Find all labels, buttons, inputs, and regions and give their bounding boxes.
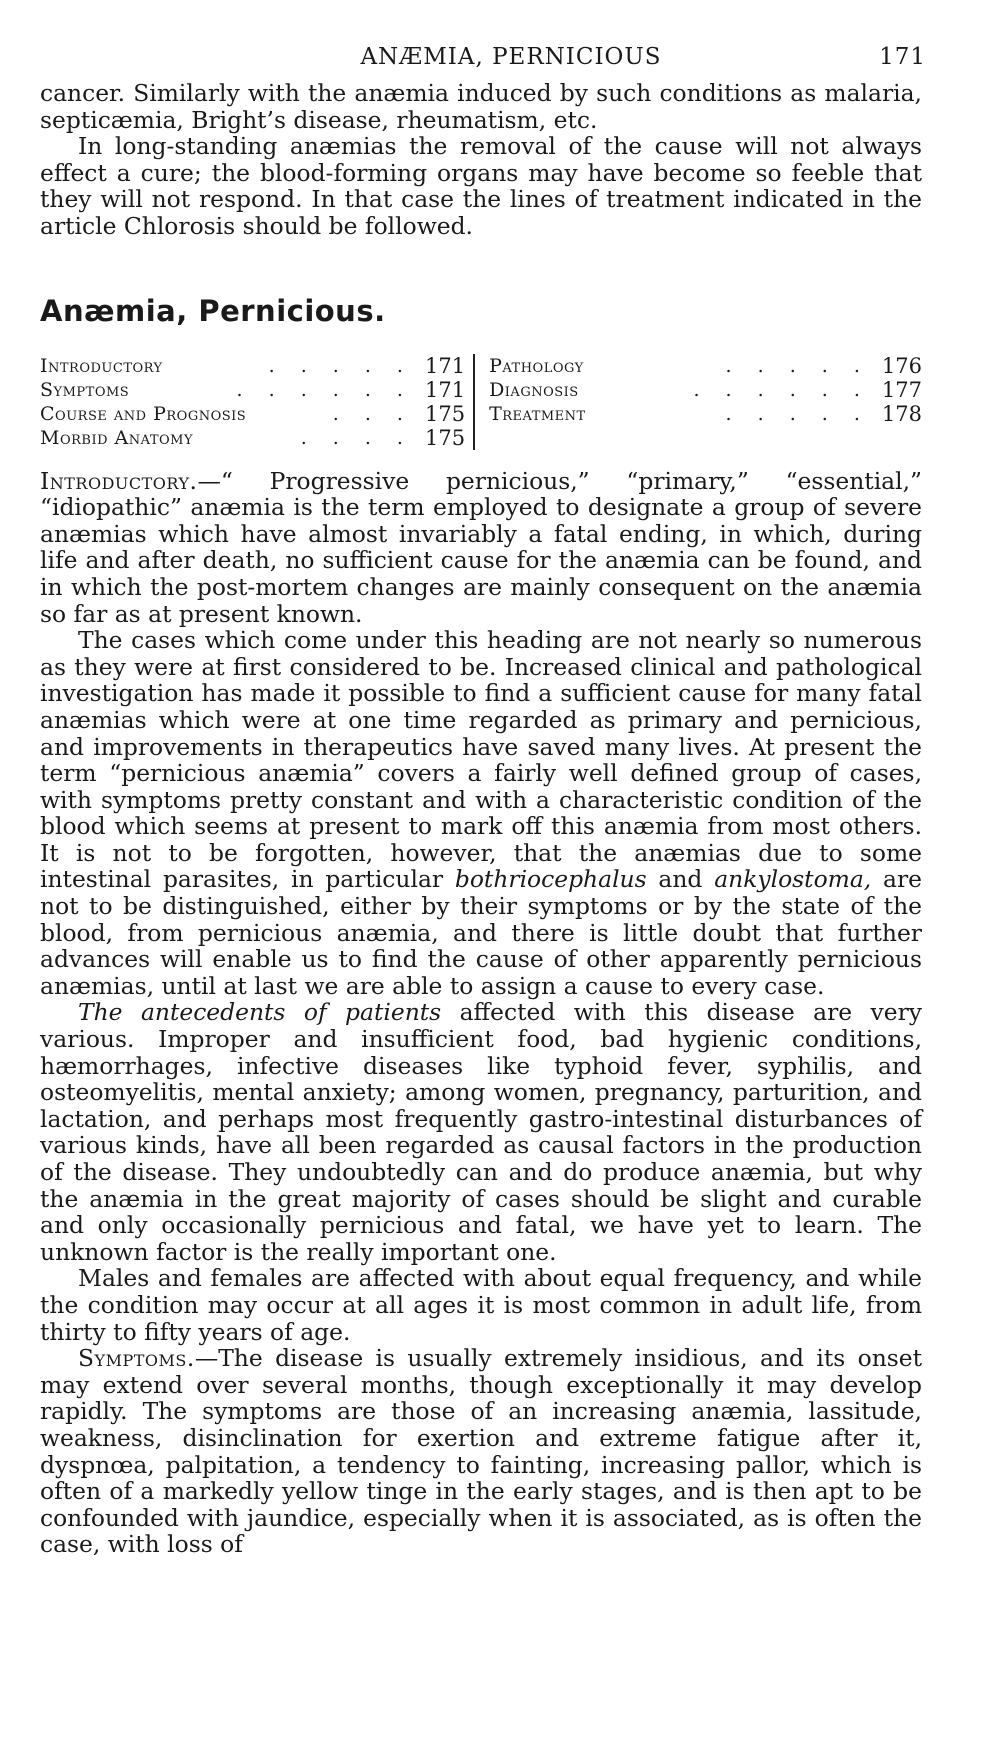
contents-leader: . . . . . — [725, 354, 870, 377]
italic-term: ankylostoma, — [714, 865, 872, 894]
contents-row — [40, 402, 465, 426]
contents-page: 176 — [881, 353, 922, 378]
body-text: The cases which come under this heading are not nearly so numerous as they were at first considered to be. Increased clinical and pathological investigation has made it possible to find a sufficient cause for many fatal anæmias which were at one time regarded as primary and pernicious, and improvements in therapeutics have saved many lives. At present the term “pernicious anæmia” covers a fairly well defined group of cases, with symptoms pretty constant and with a characteristic condition of the blood which seems at present to mark off this anæmia from most others. It is not to be forgotten, however, that the anæmias due to some intestinal parasites, in particular — [40, 626, 922, 894]
contents-leader: . . . . — [300, 426, 413, 449]
page-number: 171 — [879, 44, 926, 70]
contents-row — [40, 378, 465, 402]
contents-page: 171 — [424, 353, 466, 378]
body-paragraph-frequency: Males and females are affected with about equal frequency, and while the condition may occur at all ages it is most common in adult life, from thirty to fifty years of age. — [40, 1264, 922, 1346]
contents-leader: . . . . . . — [236, 378, 413, 401]
contents-page: 178 — [881, 401, 922, 426]
contents-row — [40, 354, 465, 378]
contents-left-column — [40, 354, 475, 450]
body-text: are not to be distinguished, either by their symptoms or by the state of the blood, from pernicious anæmia, and there is little doubt that further advances will enable us to find the cause of other apparently pernicious anæmias, until at last we are able to assign a cause to every case. — [40, 865, 923, 1000]
contents-label: Morbid Anatomy — [40, 426, 194, 449]
introductory-text: —“ Progressive pernicious,” “primary,” “essential,” “idiopathic” anæmia is the term employed to designate a group of severe anæmias which have almost invariably a fatal ending, in which, during life and after death, no sufficient cause for the anæmia can be found, and in which the post-mortem changes are mainly consequent on the anæmia so far as at present known. — [40, 466, 922, 628]
contents-label: Pathology — [489, 354, 584, 377]
contents-leader: . . . . . . — [693, 378, 870, 401]
body-text: and — [646, 865, 715, 894]
body-paragraph-antecedents — [40, 999, 922, 1265]
contents-leader: . . . . . — [268, 354, 413, 377]
body-paragraph-cases — [40, 627, 922, 999]
contents-label: Diagnosis — [489, 378, 579, 401]
body-text: —The disease is usually extremely insidious, and its onset may extend over several months, though exceptionally it may develop rapidly. The symptoms are those of an increasing anæmia, lassitude, weakness, disinclination for exertion and extreme fatigue after it, dyspnœa, palpitation, a tendency to fainting, increasing pallor, which is often of a markedly yellow tinge in the early stages, and is then apt to be confounded with jaundice, especially when it is associated, as is often the case, with loss of — [40, 1344, 922, 1559]
contents-row — [489, 354, 922, 378]
symptoms-paragraph — [40, 1345, 922, 1558]
contents-table — [40, 354, 922, 450]
contents-right-column — [475, 354, 922, 450]
intro-paragraph-1: cancer. Similarly with the anæmia induced by such conditions as malaria, septicæmia, Bright’s disease, rheumatism, etc. — [40, 79, 922, 134]
intro-paragraph-2: In long-standing anæmias the removal of the cause will not always effect a cure; the blood-forming organs may have become so feeble that they will not respond. In that case the lines of treatment indicated in the article Chlorosis should be followed. — [40, 132, 922, 240]
contents-leader: . . . — [332, 402, 413, 425]
symptoms-lead: Symptoms. — [78, 1344, 195, 1373]
contents-label: Introductory — [40, 354, 163, 377]
contents-page: 175 — [424, 425, 466, 450]
contents-page: 171 — [424, 377, 466, 402]
running-title: ANÆMIA, PERNICIOUS — [360, 44, 662, 70]
italic-heading: The antecedents of patients — [78, 998, 442, 1027]
introductory-lead: Introductory. — [40, 466, 198, 495]
contents-label: Symptoms — [40, 378, 130, 401]
contents-page: 177 — [881, 377, 922, 402]
contents-row — [489, 402, 922, 426]
section-title: Anæmia, Pernicious. — [40, 293, 386, 328]
contents-row — [489, 378, 922, 402]
italic-term: bothriocephalus — [454, 865, 647, 894]
introductory-paragraph — [40, 468, 922, 628]
body-text: affected with this disease are very various. Improper and insufficient food, bad hygienic conditions, hæmorrhages, infective diseases like typhoid fever, syphilis, and osteomyelitis, mental anxiety; among women, pregnancy, parturition, and lactation, and perhaps most frequently gastro-intestinal disturbances of various kinds, have all been regarded as causal factors in the production of the disease. They undoubtedly can and do produce anæmia, but why the anæmia in the great majority of cases should be slight and curable and only occasionally pernicious and fatal, we have yet to learn. The unknown factor is the really important one. — [40, 998, 922, 1266]
contents-leader: . . . . . — [725, 402, 870, 425]
contents-page: 175 — [424, 401, 466, 426]
running-head — [40, 44, 926, 80]
contents-label: Treatment — [489, 402, 586, 425]
contents-label: Course and Prognosis — [40, 402, 247, 425]
contents-row — [40, 426, 465, 450]
